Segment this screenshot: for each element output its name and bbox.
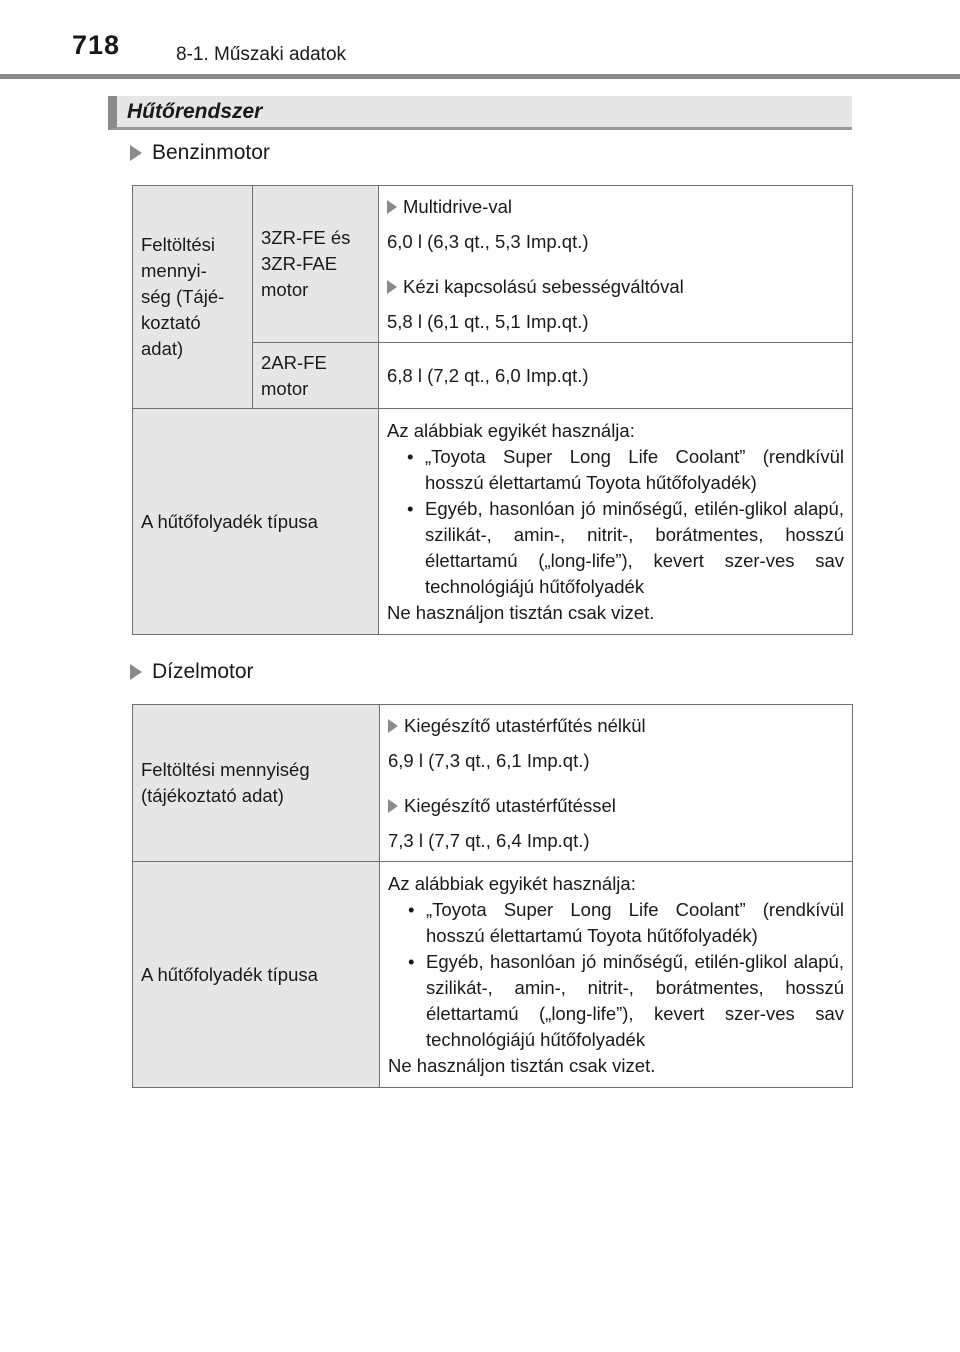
diesel-coolant-intro: Az alábbiak egyikét használja:	[388, 872, 636, 894]
petrol-coolant-note: Ne használjon tisztán csak vizet.	[387, 601, 655, 623]
section-title: Hűtőrendszer	[127, 100, 263, 123]
diesel-opt1: Kiegészítő utastérfűtés nélkül	[388, 713, 844, 739]
diesel-coolant-label: A hűtőfolyadék típusa	[133, 862, 380, 1088]
list-item: • „Toyota Super Long Life Coolant” (rendkívül hosszú élettartamú Toyota hűtőfolyadék)	[425, 444, 844, 496]
diesel-heading	[130, 660, 254, 684]
chapter-title: 8-1. Műszaki adatok	[176, 44, 347, 65]
triangle-bullet-icon	[388, 719, 398, 733]
diesel-heading-text: Dízelmotor	[152, 660, 254, 683]
diesel-opt2: Kiegészítő utastérfűtéssel	[388, 793, 844, 819]
petrol-coolant-values	[379, 409, 853, 635]
header-rule	[0, 74, 960, 79]
diesel-capacity-values	[380, 705, 853, 862]
list-item: • „Toyota Super Long Life Coolant” (rendkívül hosszú élettartamú Toyota hűtőfolyadék)	[426, 897, 844, 949]
petrol-coolant-label: A hűtőfolyadék típusa	[133, 409, 379, 635]
petrol-engine2-value: 6,8 l (7,2 qt., 6,0 Imp.qt.)	[379, 343, 853, 409]
petrol-heading-text: Benzinmotor	[152, 141, 270, 164]
petrol-engine1-val2: 5,8 l (6,1 qt., 5,1 Imp.qt.)	[387, 310, 589, 332]
page-number: 718	[72, 30, 121, 60]
diesel-spec-table	[132, 704, 853, 1088]
petrol-engine1-opt2: Kézi kapcsolású sebességváltóval	[387, 274, 844, 300]
section-header	[108, 96, 852, 130]
petrol-engine2-label: 2AR-FE motor	[253, 343, 379, 409]
triangle-bullet-icon	[130, 145, 142, 161]
triangle-bullet-icon	[387, 200, 397, 214]
diesel-val1: 6,9 l (7,3 qt., 6,1 Imp.qt.)	[388, 749, 590, 771]
list-item: • Egyéb, hasonlóan jó minőségű, etilén-glikol alapú, szilikát-, amin-, nitrit-, borátmentes, hosszú élettartamú („long-life”), kevert szer-ves sav technológiájú hűtőfolyadék	[425, 496, 844, 600]
diesel-coolant-list	[388, 897, 844, 1053]
petrol-coolant-list	[387, 444, 844, 600]
diesel-val2: 7,3 l (7,7 qt., 6,4 Imp.qt.)	[388, 829, 590, 851]
petrol-capacity-label: Feltöltési mennyi-ség (Tájé-koztató adat)	[133, 186, 253, 409]
petrol-heading	[130, 141, 270, 165]
triangle-bullet-icon	[387, 280, 397, 294]
diesel-coolant-values	[380, 862, 853, 1088]
petrol-engine1-values	[379, 186, 853, 343]
petrol-engine1-val1: 6,0 l (6,3 qt., 5,3 Imp.qt.)	[387, 230, 589, 252]
petrol-spec-table	[132, 185, 853, 635]
petrol-engine1-label: 3ZR-FE és 3ZR-FAE motor	[253, 186, 379, 343]
triangle-bullet-icon	[388, 799, 398, 813]
diesel-coolant-note: Ne használjon tisztán csak vizet.	[388, 1054, 656, 1076]
petrol-engine1-opt1: Multidrive-val	[387, 194, 844, 220]
triangle-bullet-icon	[130, 664, 142, 680]
list-item: • Egyéb, hasonlóan jó minőségű, etilén-glikol alapú, szilikát-, amin-, nitrit-, borátmentes, hosszú élettartamú („long-life”), kevert szer-ves sav technológiájú hűtőfolyadék	[426, 949, 844, 1053]
diesel-capacity-label: Feltöltési mennyiség (tájékoztató adat)	[133, 705, 380, 862]
petrol-coolant-intro: Az alábbiak egyikét használja:	[387, 419, 635, 441]
